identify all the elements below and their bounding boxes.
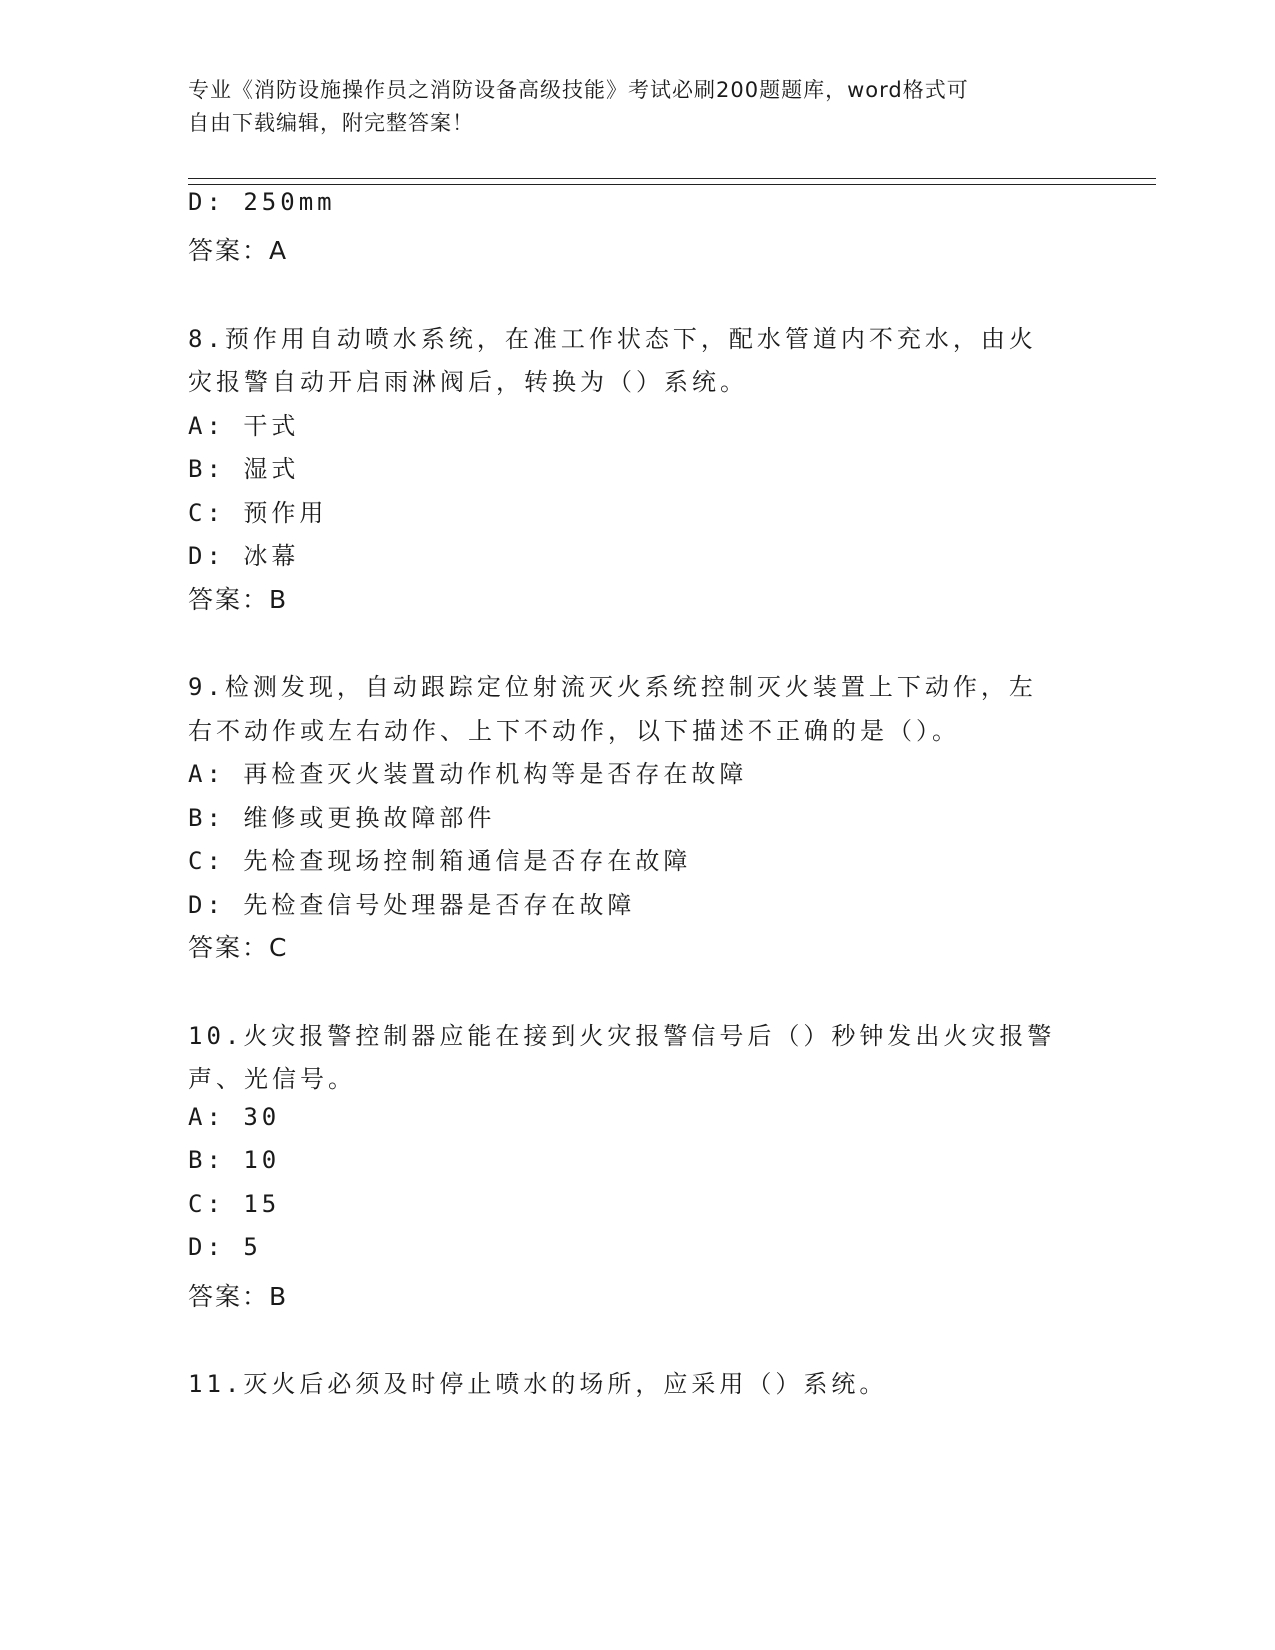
q10-answer: 答案：B	[188, 1282, 289, 1311]
q8-option-c: C: 预作用	[188, 499, 328, 527]
q9-option-d: D: 先检查信号处理器是否存在故障	[188, 891, 636, 919]
q10-stem-line-2: 声、光信号。	[188, 1065, 356, 1093]
q9-option-b: B: 维修或更换故障部件	[188, 804, 496, 832]
q8-option-a: A: 干式	[188, 412, 300, 440]
q9-answer: 答案：C	[188, 933, 289, 962]
prev-option-d: D: 250mm	[188, 188, 336, 216]
q9-stem-line-2: 右不动作或左右动作、上下不动作，以下描述不正确的是（）。	[188, 717, 960, 745]
q10-option-c: C: 15	[188, 1190, 281, 1218]
q8-option-d: D: 冰幕	[188, 542, 300, 570]
header-line-2: 自由下载编辑，附完整答案！	[188, 111, 474, 135]
document-header	[188, 74, 1088, 140]
q10-option-b: B: 10	[188, 1146, 281, 1174]
q10-option-a: A: 30	[188, 1103, 281, 1131]
q8-stem-line-2: 灾报警自动开启雨淋阀后，转换为（）系统。	[188, 368, 748, 396]
header-rule-top	[188, 178, 1156, 179]
q8-option-b: B: 湿式	[188, 455, 300, 483]
header-line-1: 专业《消防设施操作员之消防设备高级技能》考试必刷200题题库，word格式可	[188, 78, 969, 102]
q9-stem-line-1: 9.检测发现，自动跟踪定位射流灭火系统控制灭火装置上下动作，左	[188, 673, 1037, 701]
q8-answer: 答案：B	[188, 585, 289, 614]
q11-stem-line-1: 11.灭火后必须及时停止喷水的场所，应采用（）系统。	[188, 1370, 888, 1398]
q9-option-c: C: 先检查现场控制箱通信是否存在故障	[188, 847, 692, 875]
q10-option-d: D: 5	[188, 1233, 262, 1261]
header-rule-bottom	[188, 184, 1156, 185]
q10-stem-line-1: 10.火灾报警控制器应能在接到火灾报警信号后（）秒钟发出火灾报警	[188, 1022, 1056, 1050]
q9-option-a: A: 再检查灭火装置动作机构等是否存在故障	[188, 760, 748, 788]
q8-stem-line-1: 8.预作用自动喷水系统，在准工作状态下，配水管道内不充水，由火	[188, 325, 1037, 353]
prev-answer: 答案：A	[188, 236, 289, 265]
